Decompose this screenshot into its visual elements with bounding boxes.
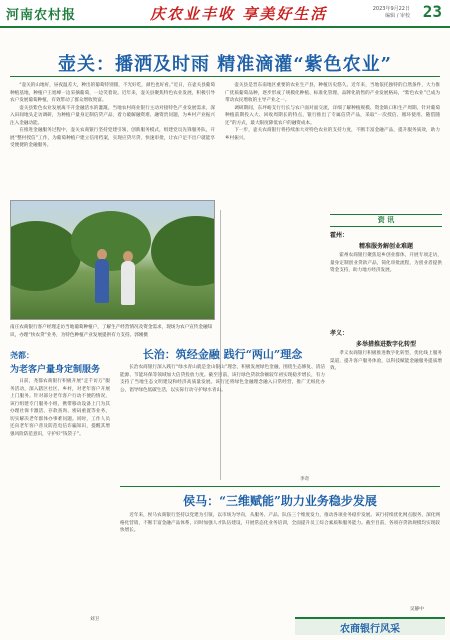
- info-item1-place: 霍州：: [330, 232, 349, 239]
- masthead-logo: 河南农村报: [6, 8, 77, 23]
- yaodu-author: 刘卫: [90, 617, 100, 622]
- info-box-2: [330, 326, 442, 404]
- lead-body-right: 壶关县是晋东南地区重要的农业生产县，种植历史悠久。近年来，当地依托独特的自然条件，大力推广优质葡萄品种，逐步形成了规模化种植、标准化管理、品牌化销售的产业发展格局，“紫色农业”已成为带动农民增收的主导产业之一。 调研期间，东坪峪支行行长与农户面对面交流，详细了解种植规模、资金缺口和生产周期。针对葡萄种植前期投入大、回收周期长的特点，银行推出了专属信贷产品，采取“一次授信、循环使用、随借随还”的方式，最大限度降低农户的融资成本。 下一步，壶关农商银行将持续加大对特色农业的支持力度，不断丰富金融产品，提升服务质效，助力乡村振兴。: [225, 83, 440, 141]
- info-item1-body: 霍州农商银行聚焦返乡创业群体，开展专项走访，量身定制创业贷款产品，简化审批流程，为创业者提供资金支持，助力地方经济发展。: [330, 253, 442, 273]
- info-item2-title: 多举措推进数字化转型: [355, 341, 416, 348]
- header-date: 2023年9月22日 编辑 / 审校: [372, 6, 410, 19]
- page-number: 23: [422, 2, 442, 21]
- houma-title: 侯马：“三维赋能”助力业务稳步发展: [183, 494, 377, 508]
- yaodu-title: 为老客户量身定制服务: [10, 365, 101, 375]
- footer-banner: [295, 617, 445, 635]
- lead-body-left: “壶关的山地好，昼夜温差大，种出的葡萄特别甜，不光好吃，颜色也好看。”近日，在壶关县葡萄种植基地，种植户王旭峰一边采摘葡萄，一边笑着说。近年来，壶关县聚焦特色农业发展，积极引导农户发展葡萄种植，有效带动了群众增收致富。 壶关县紫色农业发展离不开金融活水的灌溉。当地农村商业银行主动对接特色产业发展需求，深入田间地头走访调研，为种植户量身定制信贷产品，着力破解融资难、融资贵问题，为乡村产业振兴注入金融动能。 在推进金融服务过程中，壶关农商银行坚持党建引领，创新服务模式，组建党员先锋服务队，开展“整村授信”工作，为葡萄种植户建立信用档案，实现应贷尽贷、快速审批，让农户足不出户就能享受便捷的金融服务。: [10, 83, 215, 148]
- header-slogan: 庆农业丰收 享美好生活: [150, 5, 328, 23]
- yaodu-body: 日前，尧都农商银行积极开展“走千访万”服务活动，深入辖区社区、乡村，对老年客户开展上门服务。针对部分老年客户行动不便的情况，该行组建专门服务小组，携带移动设备上门为其办理社保卡激活、存款查询、密码重置等业务，切实解决老年群体办事难问题。同时，工作人员还向老年客户普及防范电信诈骗知识，提醒其增强风险防范意识，守护好“钱袋子”。: [10, 379, 110, 437]
- houma-body: 近年来，侯马农商银行坚持以党建为引领，以市场为导向，从服务、产品、队伍三个维度发力，推动各项业务稳步发展。该行持续优化网点服务，深化网格化营销，不断丰富金融产品体系，同时加强人才队伍建设，开展常态化业务培训，全面提升员工综合素质和服务能力。截至目前，各项存贷款规模均实现较快增长。: [120, 513, 440, 533]
- changzhi-body: 长治农商银行深入践行“绿水青山就是金山银山”理念，积极发展绿色金融，围绕生态修复、清洁能源、节能环保等领域加大信贷投放力度。截至目前，该行绿色贷款余额较年初实现稳步增长，有力支持了当地生态文明建设和经济高质量发展。该行还将绿色金融理念融入日常经营，推广无纸化办公，倡导绿色低碳生活，以实际行动守护绿水青山。: [120, 365, 325, 393]
- lead-headline: 壶关：播洒及时雨 精准滴灌“紫色农业”: [58, 54, 392, 75]
- info-box: [330, 228, 442, 306]
- changzhi-author: 李奇: [300, 477, 310, 482]
- page-header: [0, 0, 450, 28]
- houma-divider: [120, 486, 440, 487]
- changzhi-title: 长治：筑经金融 践行“两山”理念: [142, 348, 303, 361]
- info-item2-body: 孝义农商银行积极推进数字化转型，优化线上服务渠道，提升客户服务体验，以科技赋能金融服务提质增效。: [330, 351, 442, 371]
- photo-caption: 南庄农商银行客户经理走访当地葡萄种植户，了解生产经营情况及资金需求，现场为农户宣传金融知识，办理“快农贷”业务，为特色种植产业发展提供有力支持。郭刚摄: [10, 325, 213, 338]
- yaodu-title-prefix: 尧都：: [10, 350, 34, 360]
- info-item1-title: 精准服务解创业难题: [358, 243, 413, 250]
- lead-divider: [10, 76, 440, 77]
- info-section-label: 资 讯: [330, 214, 442, 227]
- vineyard-photo: [10, 200, 215, 320]
- houma-author: 吴静中: [410, 607, 424, 612]
- footer-title: 农商银行风采: [340, 624, 400, 635]
- info-item2-place: 孝义：: [330, 330, 349, 337]
